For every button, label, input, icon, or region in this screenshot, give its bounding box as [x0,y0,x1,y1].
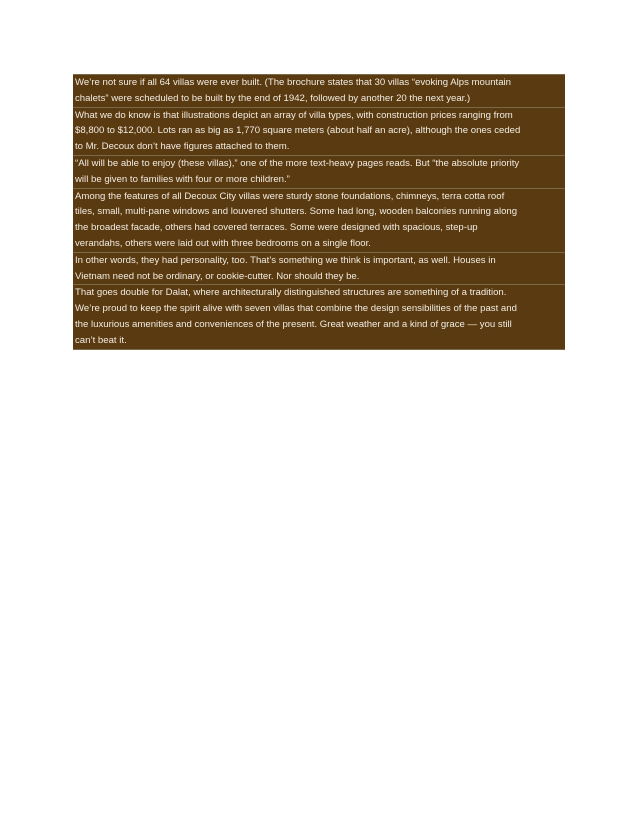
text-line: tiles, small, multi-pane windows and louvered shutters. Some had long, wooden balconies running along [75,206,518,218]
text-line: We’re not sure if all 64 villas were ever built. (The brochure states that 30 villas “evoking Alps mountain [75,77,512,88]
text-line: We’re proud to keep the spirit alive with seven villas that combine the design sensibilities of the past and [75,303,517,315]
text-block [73,74,565,350]
text-line: “All will be able to enjoy (these villas),” one of the more text-heavy pages reads. But “the absolute priority [75,157,520,169]
text-line: verandahs, others were laid out with three bedrooms on a single floor. [73,236,565,253]
text-line: can’t beat it. [75,334,127,346]
text-line: In other words, they had personality, too. That’s something we think is important, as well. Houses in [75,254,496,266]
text-line: Vietnam need not be ordinary, or cookie-cutter. Nor should they be. [73,269,565,286]
paragraph [73,75,565,108]
paragraph [73,108,565,156]
text-line: the broadest facade, others had covered terraces. Some were designed with spacious, step-up [75,222,478,234]
text-line: the luxurious amenities and conveniences of the present. Great weather and a kind of grace — you still [75,318,512,330]
text-line: chalets” were scheduled to be built by the end of 1942, followed by another 20 the next year.) [73,91,565,108]
text-line: That goes double for Dalat, where architecturally distinguished structures are something of a tradition. [75,287,507,299]
text-line: to Mr. Decoux don’t have figures attached to them. [73,139,565,156]
paragraph [73,285,565,348]
paragraph [73,189,565,253]
text-line: Among the features of all Decoux City villas were sturdy stone foundations, chimneys, terra cotta roof [75,190,505,202]
paragraph [73,156,565,189]
text-line: will be given to families with four or more children.” [73,172,565,189]
text-line: What we do know is that illustrations depict an array of villa types, with construction prices ranging from [75,109,513,121]
text-line: $8,800 to $12,000. Lots ran as big as 1,770 square meters (about half an acre), although the ones ceded [75,125,521,137]
paragraph [73,253,565,286]
